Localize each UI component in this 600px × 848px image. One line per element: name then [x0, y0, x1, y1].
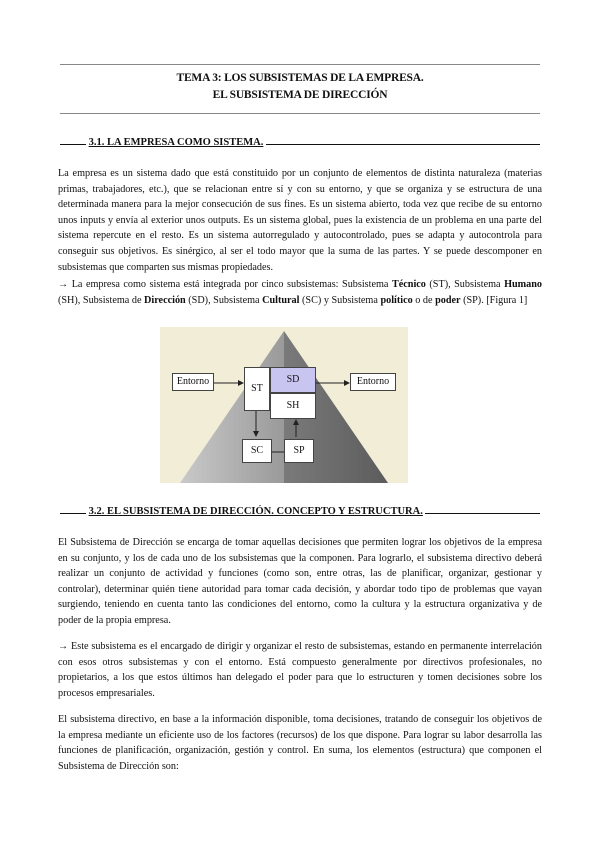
text-run: (SD), Subsistema	[185, 294, 263, 306]
section-2-heading	[60, 505, 540, 517]
entorno-left-box: Entorno	[172, 373, 214, 391]
heading-underline-lead	[60, 136, 86, 145]
title-line-1: TEMA 3: LOS SUBSISTEMAS DE LA EMPRESA.	[176, 72, 424, 84]
section-2-paragraph-1: El Subsistema de Dirección se encarga de tomar aquellas decisiones que permiten lograr los objetivos de la empresa en su conjunto, y los de cada uno de los subsistemas que la componen. Para lograrlo, el subsistema directivo deberá realizar un conjunto de actividad y funciones (como son, entre otras, las de planificar, organizar, gestionar y controlar), determinar quién tiene autoridad para tomar cada decisión, y abordar todo tipo de problemas que vayan surgiendo, teniendo en cuenta tanto las condiciones del entorno, como la cultura y la estructura organizativa y de poder de la propia empresa.	[58, 537, 542, 626]
heading-underline-trail	[425, 505, 540, 514]
section-1-paragraph-1: La empresa es un sistema dado que está constituido por un conjunto de elementos de distinta naturaleza (materias primas, trabajadores, etc.), que se relacionan entre sí y con su entorno, y que se organiza y se estructura de una determinada manera para la mejor consecución de sus fines. Es un sistema abierto, toda vez que recibe de su entorno unos inputs y envía al exterior unos outputs. Es un sistema global, pues la existencia de un problema en una parte del sistema repercute en el resto. Es un sistema autorregulado y autocontrolado, pues se adapta y autocontrola para conseguir sus objetivos. Es sinérgico, al ser el todo mayor que la suma de las partes. Y se puede descomponer en subsistemas que comparten sus mismas propiedades.	[58, 168, 542, 273]
sp-box: SP	[284, 439, 314, 463]
title-line-2: EL SUBSISTEMA DE DIRECCIÓN	[212, 89, 388, 101]
title-bottom-rule	[60, 113, 540, 114]
section-1-heading-text: 3.1. LA EMPRESA COMO SISTEMA.	[88, 137, 264, 148]
text-run: (SC) y Subsistema	[299, 294, 381, 306]
sh-box: SH	[270, 393, 316, 419]
section-2-heading-text: 3.2. EL SUBSISTEMA DE DIRECCIÓN. CONCEPTO Y ESTRUCTURA.	[88, 506, 423, 517]
entorno-right-box: Entorno	[350, 373, 396, 391]
page-title	[60, 70, 540, 104]
text-run: (SH), Subsistema de	[58, 294, 145, 306]
text-run: (SP). [Figura 1]	[460, 294, 528, 306]
bold-poder: poder	[435, 294, 461, 306]
text-run: → La empresa como sistema está integrada por cinco subsistemas: Subsistema	[58, 279, 392, 290]
text-run: o de	[412, 294, 436, 306]
heading-underline-trail	[266, 136, 540, 145]
bold-direccion: Dirección	[144, 294, 186, 306]
top-rule	[60, 64, 540, 65]
sd-box: SD	[270, 367, 316, 393]
text-run: (ST), Subsistema	[425, 279, 505, 290]
bold-politico: político	[380, 294, 413, 306]
bold-cultural: Cultural	[262, 294, 300, 306]
heading-underline-lead	[60, 505, 86, 514]
sc-box: SC	[242, 439, 272, 463]
section-2-paragraph-2: → Este subsistema es el encargado de dirigir y organizar el resto de subsistemas, estando en permanente interrelación con esos otros subsistemas y con el entorno. Está compuesto generalmente por directivos profesionales, no propietarios, a los que estos últimos han delegado el poder para que lo estructuren y tomen decisiones sobre los procesos empresariales.	[58, 641, 542, 699]
bold-tecnico: Técnico	[391, 279, 426, 290]
st-box: ST	[244, 367, 270, 411]
bold-humano: Humano	[504, 279, 542, 290]
figure-1-subsystems-diagram	[160, 327, 408, 483]
section-1-heading	[60, 136, 540, 148]
section-1-paragraph-2	[58, 277, 542, 308]
section-2-paragraph-3: El subsistema directivo, en base a la información disponible, toma decisiones, tratando de conseguir los objetivos de la empresa mediante un eficiente uso de los factores (recursos) de los que dispone. Para lograr su labor desarrolla las funciones de planificación, organización, gestión y control. En suma, los elementos (estructura) que componen el Subsistema de Dirección son:	[58, 714, 542, 772]
